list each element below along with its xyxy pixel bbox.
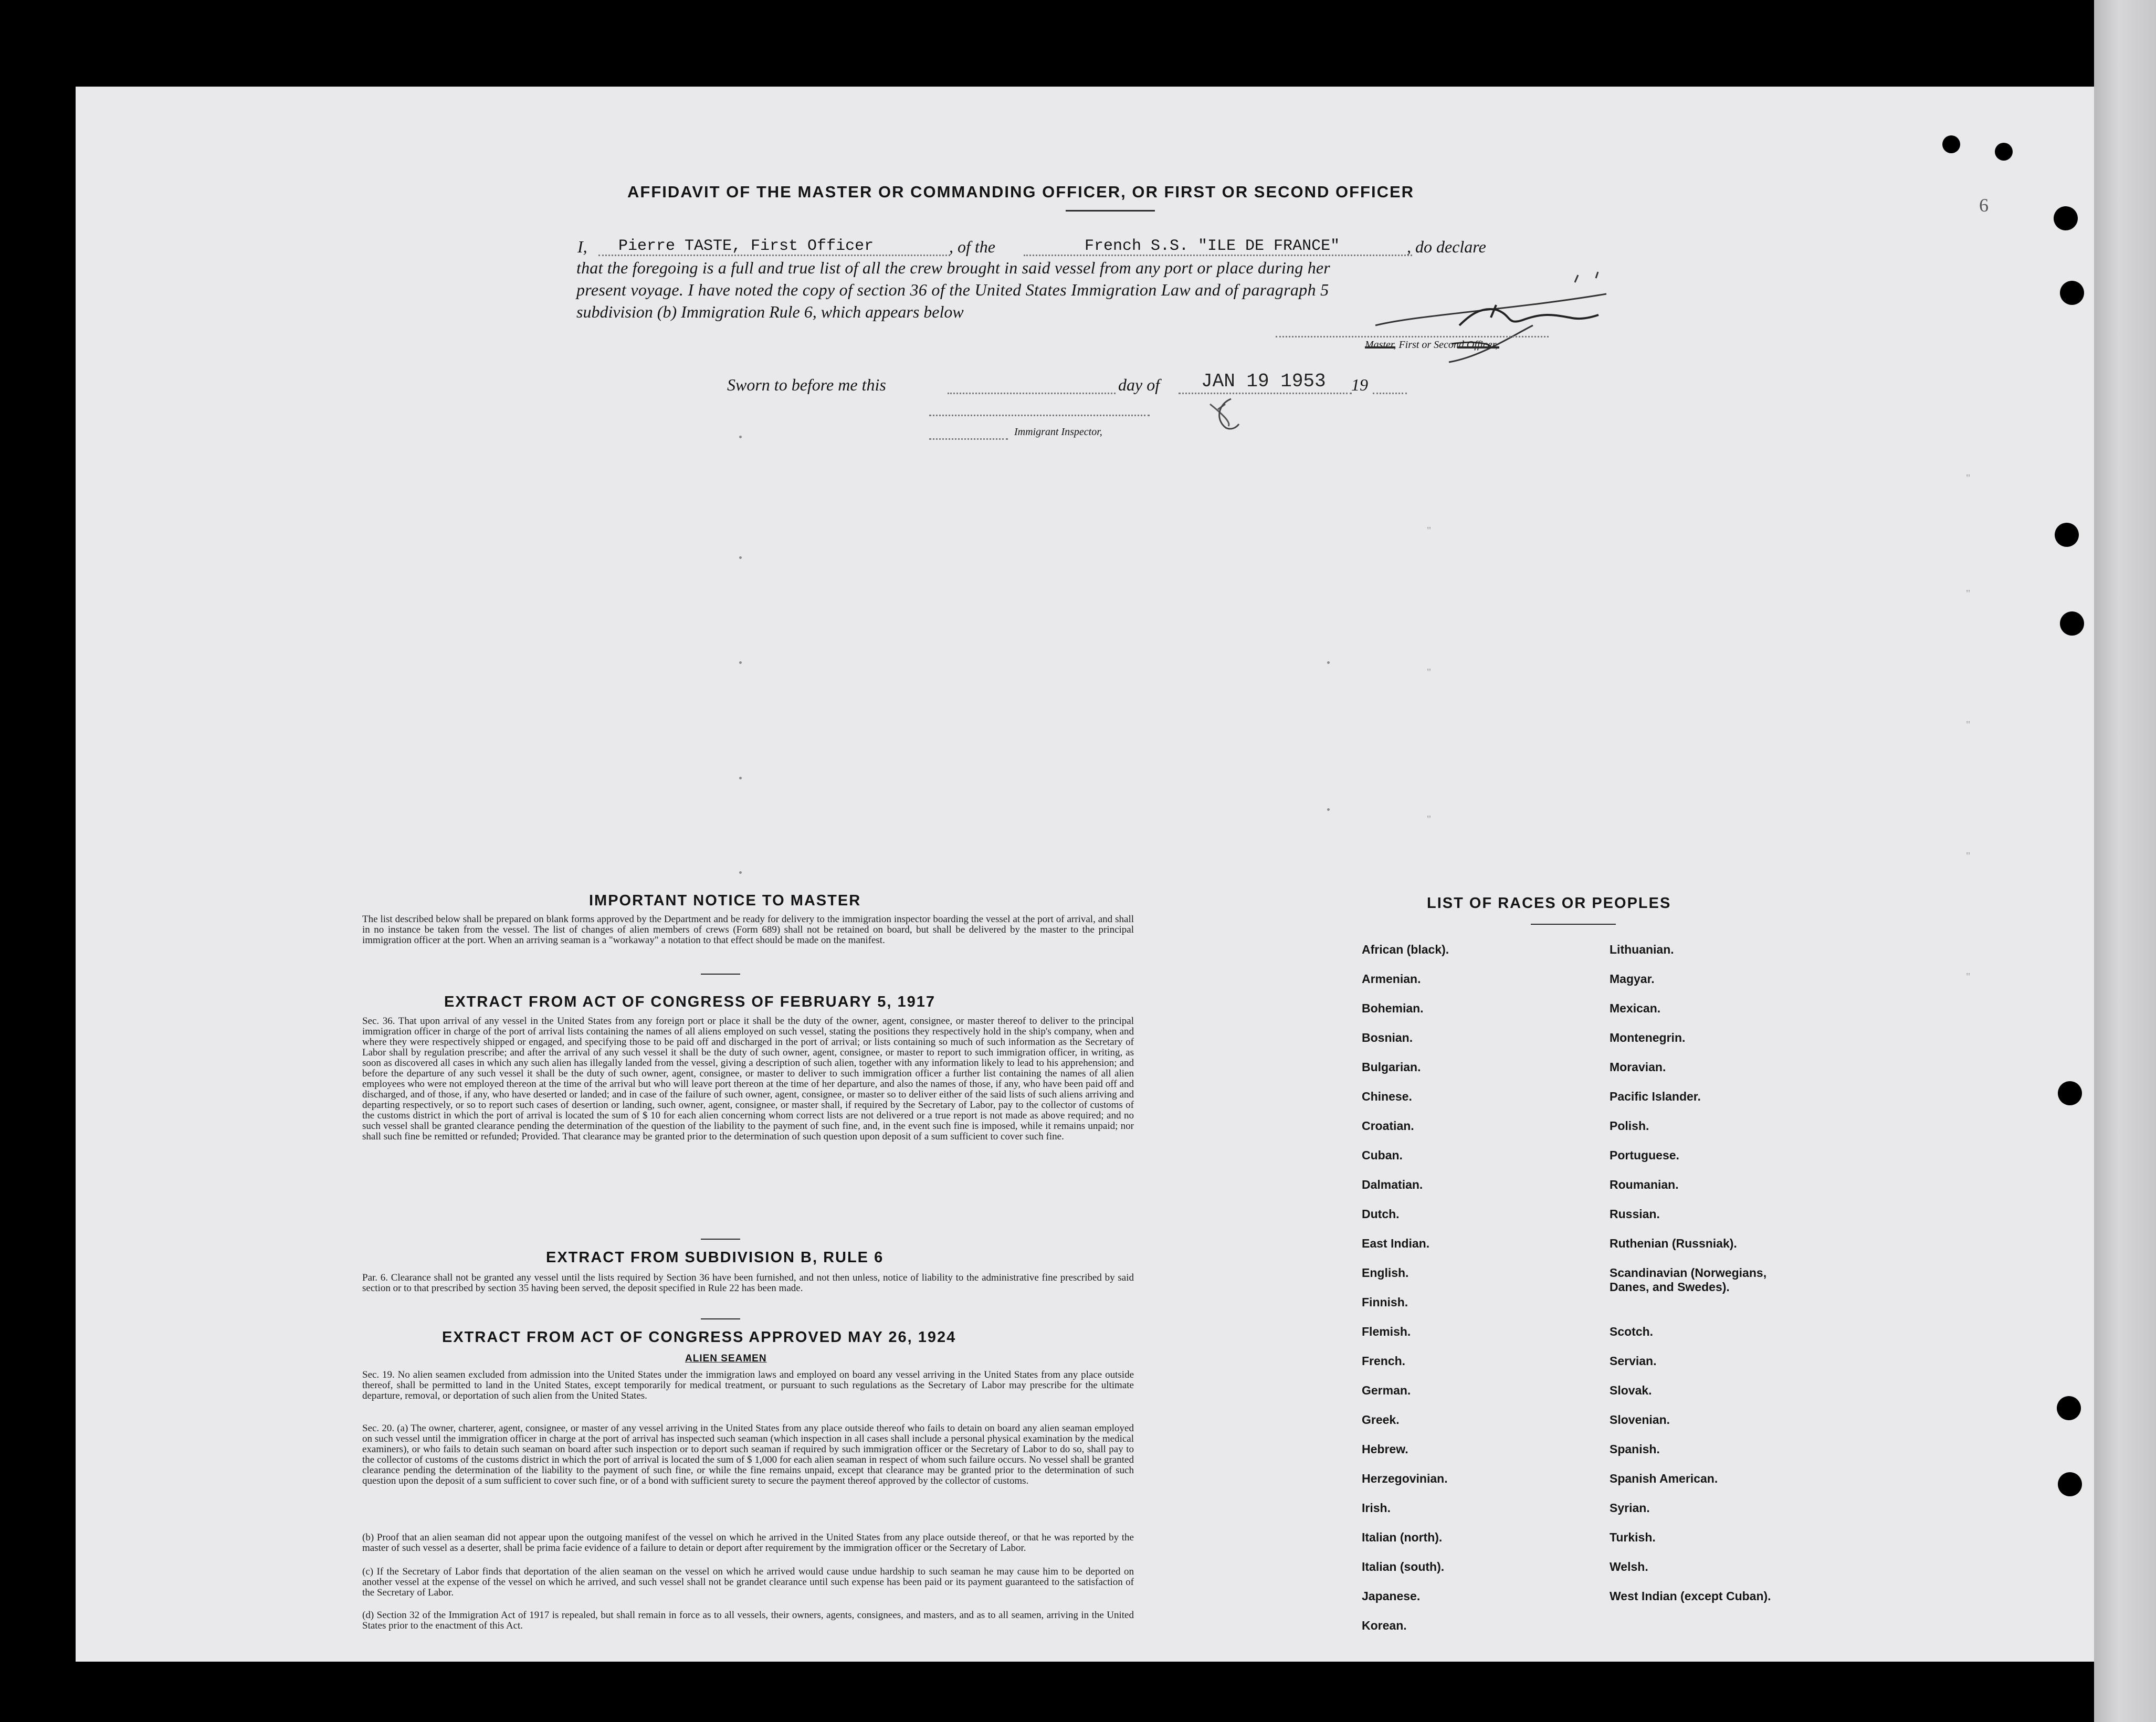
race-item: Slovenian. xyxy=(1610,1413,1670,1427)
race-item: French. xyxy=(1362,1354,1406,1368)
race-item: Herzegovinian. xyxy=(1362,1472,1448,1485)
punch-hole xyxy=(2055,523,2079,547)
ghost-mark: " xyxy=(1966,719,1971,731)
punch-hole xyxy=(2058,1081,2082,1105)
notice-title: IMPORTANT NOTICE TO MASTER xyxy=(589,892,861,909)
race-item: Montenegrin. xyxy=(1610,1031,1686,1044)
affidavit-title: AFFIDAVIT OF THE MASTER OR COMMANDING OFFICER, OR FIRST OR SECOND OFFICER xyxy=(627,183,1415,201)
race-item: Hebrew. xyxy=(1362,1442,1408,1456)
race-item: Italian (north). xyxy=(1362,1530,1443,1544)
extract-1917-text: Sec. 36. That upon arrival of any vessel in the United States from any foreign port or place it shall be the duty of the owner, agent, consignee, or master thereof to deliver to the principal immigration officer in charge of the port of arrival lists containing the names of all aliens employed on such vessel, stating the positions they respectively hold in the ship's company, when and where they were respectively shipped or engaged, and specifying those to be paid off and discharged in the port of arrival; or lists containing so much of such information as the Secretary of Labor shall by regulation prescribe; and after the arrival of any such vessel it shall be the duty of such owner, agent, consignee, or master to report to such immigration officer, in writing, as soon as discovered all cases in which any such alien has illegally landed from the vessel, giving a description of such alien, together with any information likely to lead to his apprehension; and before the departure of any such vessel it shall be the duty of such owner, agent, consignee, or master to deliver to such immigration officer a further list containing the names of all alien employees who were not employed thereon at the time of the arrival but who will leave port thereon at the time of her departure, and also the names of those, if any, who have been paid off and discharged, and of those, if any, who have deserted or landed; and in case of the failure of such owner, agent, consignee, or master so to deliver either of the said lists of such aliens arriving and departing respectively, or so to report such cases of desertion or landing, such owner, agent, consignee, or master shall, if required by the Secretary of Labor, pay to the collector of customs of the customs district in which the port of arrival is located the sum of $ 10 for each alien concerning whom correct lists are not delivered or a true report is not made as above required; and no such vessel shall be granted clearance pending the determination of the question of the liability to the payment of such fine, and, in the event such fine is imposed, while it remains unpaid; nor shall such fine be remitted or refunded; Provided. That clearance may be granted prior to the determination of such question upon deposit of a sum sufficient to cover such fine. xyxy=(362,1016,1134,1142)
ghost-mark: " xyxy=(1427,525,1432,536)
race-item: East Indian. xyxy=(1362,1237,1430,1250)
ghost-mark: " xyxy=(1966,850,1971,862)
extract-1917-divider xyxy=(701,1239,740,1240)
inspector-label: Immigrant Inspector, xyxy=(1014,426,1102,438)
race-item: Polish. xyxy=(1610,1119,1649,1133)
affidavit-body-line-1: that the foregoing is a full and true list of all the crew brought in said vessel from any port or place during her xyxy=(576,258,1330,277)
affidavit-body-line-2: present voyage. I have noted the copy of section 36 of the United States Immigration Law and of paragraph 5 xyxy=(576,280,1329,299)
extract-1924-title: EXTRACT FROM ACT OF CONGRESS APPROVED MAY 26, 1924 xyxy=(442,1329,956,1346)
margin-mark: 6 xyxy=(1979,195,1989,216)
race-item: Ruthenian (Russniak). xyxy=(1610,1237,1737,1250)
punch-hole xyxy=(2060,281,2084,305)
race-item: West Indian (except Cuban). xyxy=(1610,1589,1771,1603)
race-item: Spanish American. xyxy=(1610,1472,1718,1485)
race-item: Irish. xyxy=(1362,1501,1391,1515)
extract-rule6-title: EXTRACT FROM SUBDIVISION B, RULE 6 xyxy=(546,1249,884,1266)
race-item: Greek. xyxy=(1362,1413,1400,1427)
sec-20d-text: (d) Section 32 of the Immigration Act of 1917 is repealed, but shall remain in force as to all vessels, their owners, agents, consignees, and masters, and as to all seamen, arriving in the United States prior to the enactment of this Act. xyxy=(362,1610,1134,1631)
race-item: Finnish. xyxy=(1362,1295,1408,1309)
ghost-mark: " xyxy=(1966,472,1971,484)
ghost-dot xyxy=(1327,661,1330,664)
races-left-column xyxy=(1362,943,1449,1648)
officer-name: Pierre TASTE, First Officer xyxy=(618,237,874,255)
races-right-column xyxy=(1610,943,1799,1631)
race-item: Dalmatian. xyxy=(1362,1178,1423,1191)
ghost-dot xyxy=(739,871,742,874)
race-item: Roumanian. xyxy=(1610,1178,1679,1191)
race-item: Korean. xyxy=(1362,1619,1407,1632)
race-item: Bohemian. xyxy=(1362,1001,1424,1015)
ghost-mark: " xyxy=(1427,814,1432,825)
day-of-label: day of xyxy=(1118,375,1160,394)
ghost-dot xyxy=(739,556,742,559)
ghost-mark: " xyxy=(1427,667,1432,678)
race-item: Turkish. xyxy=(1610,1530,1656,1544)
stamped-date: JAN 19 1953 xyxy=(1201,371,1326,392)
binding-strip xyxy=(2094,0,2156,1722)
race-item: Lithuanian. xyxy=(1610,943,1674,956)
of-the-label: , of the xyxy=(949,237,995,256)
race-item: English. xyxy=(1362,1266,1409,1280)
race-item: Dutch. xyxy=(1362,1207,1400,1221)
race-item: African (black). xyxy=(1362,943,1449,956)
sec-20b-text: (b) Proof that an alien seaman did not appear upon the outgoing manifest of the vessel on which he arrived in the United States from any place outside thereof, or that he was reported by the master of such vessel as a deserter, shall be prima facie evidence of a failure to detain or deport after requirement by the immigration officer or the Secretary of Labor. xyxy=(362,1532,1134,1554)
race-item: Servian. xyxy=(1610,1354,1657,1368)
notice-text: The list described below shall be prepared on blank forms approved by the Department and be ready for delivery to the immigration inspector boarding the vessel at the port of arrival, and shall in no instance be taken from the vessel. The list of changes of alien members of crews (Form 689) shall not be retained on board, but shall be delivered by the master to the principal immigration officer at the port. When an arriving seaman is a "workaway" a notation to that effect should be made on the manifest. xyxy=(362,914,1134,946)
ghost-dot xyxy=(739,777,742,779)
ghost-mark: " xyxy=(1966,971,1971,983)
ghost-dot xyxy=(739,661,742,664)
inspector-line-top xyxy=(929,415,1150,416)
notice-divider xyxy=(701,974,740,975)
race-item: Cuban. xyxy=(1362,1148,1403,1162)
sworn-label: Sworn to before me this xyxy=(727,375,886,394)
signature-caption: Master, First or Second Officer, xyxy=(1365,339,1498,351)
affidavit-body-line-3: subdivision (b) Immigration Rule 6, which appears below xyxy=(576,302,964,321)
punch-hole xyxy=(2058,1472,2082,1496)
race-item: Armenian. xyxy=(1362,972,1421,986)
race-item: Bosnian. xyxy=(1362,1031,1413,1044)
race-item: Scandinavian (Norwegians, Danes, and Swedes). xyxy=(1610,1266,1767,1294)
race-item: Russian. xyxy=(1610,1207,1660,1221)
signature-line xyxy=(1276,336,1549,337)
race-item: Welsh. xyxy=(1610,1560,1648,1573)
vessel-name: French S.S. "ILE DE FRANCE" xyxy=(1085,237,1340,255)
punch-hole xyxy=(2060,611,2084,636)
year-prefix: 19 xyxy=(1351,375,1368,394)
race-item: Pacific Islander. xyxy=(1610,1090,1701,1103)
race-item: Slovak. xyxy=(1610,1383,1652,1397)
race-item: Scotch. xyxy=(1610,1325,1654,1338)
punch-hole xyxy=(1995,143,2013,161)
ghost-mark: " xyxy=(1966,588,1971,599)
sec-20c-text: (c) If the Secretary of Labor finds that deportation of the alien seaman on the vessel on which he arrived would cause undue hardship to such seaman he may cause him to be deported on another vessel at the expense of the vessel on which he arrived, and such vessel shall not be grandet clearance until such expense has been paid or its payment guaranteed to the satisfaction of the Secretary of Labor. xyxy=(362,1566,1134,1598)
race-item: Bulgarian. xyxy=(1362,1060,1421,1074)
sec-20a-text: Sec. 20. (a) The owner, charterer, agent, consignee, or master of any vessel arriving in the United States from any place outside thereof who fails to detain on board any alien seaman employed on such vessel until the immigration officer in charge at the port of arrival has inspected such seaman (which inspection in all cases shall include a personal physical examination by the medical examiners), or who fails to detain such seaman on board after such inspection or to deport such seaman if required by such immigration officer or the Secretary of Labor to do so, shall pay to the collector of customs of the customs district in which the port of arrival is located the sum of $ 1,000 for each alien seaman in respect of whom such failure occurs. No vessel shall be granted clearance pending the determination of the liability to the payment of such fine, or while the fine remains unpaid, except that clearance may be granted prior to the determination of such question upon the deposit of a sum sufficient to cover such fine, or of a bond with sufficient surety to secure the payment thereof approved by the collector of customs. xyxy=(362,1423,1134,1486)
race-item: Portuguese. xyxy=(1610,1148,1679,1162)
strike-master xyxy=(1365,346,1395,348)
punch-hole xyxy=(2057,1396,2081,1420)
races-title-underline xyxy=(1531,924,1616,925)
race-item: Chinese. xyxy=(1362,1090,1412,1103)
race-item: Flemish. xyxy=(1362,1325,1411,1338)
races-title: LIST OF RACES OR PEOPLES xyxy=(1427,895,1671,912)
inspector-line xyxy=(929,438,1008,440)
race-item: Croatian. xyxy=(1362,1119,1414,1133)
punch-hole xyxy=(1942,135,1960,153)
race-item: Spanish. xyxy=(1610,1442,1660,1456)
strike-or-second xyxy=(1457,346,1499,348)
punch-hole xyxy=(2054,206,2078,230)
race-item: German. xyxy=(1362,1383,1411,1397)
race-item: Mexican. xyxy=(1610,1001,1661,1015)
extract-rule6-divider xyxy=(701,1318,740,1319)
ghost-dot xyxy=(1327,808,1330,811)
race-item: Magyar. xyxy=(1610,972,1655,986)
sworn-year-line xyxy=(1373,393,1407,394)
extract-1917-title: EXTRACT FROM ACT OF CONGRESS OF FEBRUARY 5, 1917 xyxy=(444,994,936,1010)
race-item: Syrian. xyxy=(1610,1501,1650,1515)
race-item: Italian (south). xyxy=(1362,1560,1445,1573)
extract-1924-subtitle: ALIEN SEAMEN xyxy=(685,1353,767,1364)
race-item: Japanese. xyxy=(1362,1589,1421,1603)
race-item: Moravian. xyxy=(1610,1060,1666,1074)
inspector-initial xyxy=(0,0,1312,451)
extract-rule6-text: Par. 6. Clearance shall not be granted any vessel until the lists required by Section 36 have been furnished, and not then unless, notice of liability to the administrative fine prescribed by said section or to that prescribed by section 35 having been served, the deposit specified in Rule 22 has been made. xyxy=(362,1272,1134,1294)
i-label: I, xyxy=(577,237,587,256)
sec-19-text: Sec. 19. No alien seamen excluded from admission into the United States under the immigration laws and employed on board any vessel arriving in the United States from any place outside thereof, shall be permitted to land in the United States, except temporarily for medical treatment, or pursuant to such regulations as the Secretary of Labor may prescribe for the ultimate departure, removal, or deportation of such alien from the United States. xyxy=(362,1369,1134,1401)
do-declare-label: , do declare xyxy=(1407,237,1486,256)
